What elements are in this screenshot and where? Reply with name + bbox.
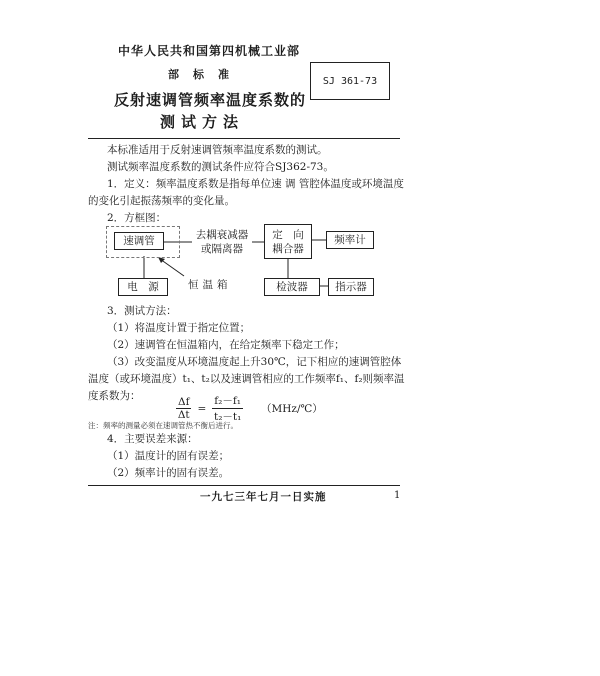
- isolator-label-line2: 或隔离器: [201, 243, 243, 255]
- test-step-1: （1）将温度计置于指定位置；: [107, 322, 251, 334]
- block-diagram-label: 2．方框图：: [107, 212, 167, 224]
- klystron-label: 速调管: [123, 235, 155, 247]
- footer-rule: [88, 485, 400, 486]
- indicator-box: [328, 278, 374, 296]
- frequency-meter-box: [326, 231, 374, 249]
- detector-box: [264, 278, 320, 296]
- formula-unit: （MHz/℃）: [261, 403, 323, 415]
- formula-rhs-numerator: f₂－f₁: [214, 395, 241, 407]
- formula-lhs-denominator: Δt: [177, 409, 190, 421]
- power-supply-label: 电 源: [127, 281, 159, 293]
- standard-type: 部标准: [168, 68, 243, 81]
- header-rule: [88, 138, 400, 139]
- formula-equals: =: [197, 402, 207, 415]
- effective-date: 一九七三年七月一日实施: [200, 491, 327, 503]
- standard-code-box: [310, 62, 390, 100]
- test-method-label: 3．测试方法：: [107, 305, 177, 317]
- intro-paragraph-2: 测试频率温度系数的测试条件应符合SJ362-73。: [107, 161, 334, 173]
- test-step-2: （2）速调管在恒温箱内，在给定频率下稳定工作；: [107, 339, 345, 351]
- test-step-3: （3）改变温度从环境温度起上升30℃，记下相应的速调管腔体温度（或环境温度）t₁、t₂以及速调管相应的工作频率f₁、f₂则频率温度系数为：: [88, 356, 405, 402]
- coupler-label-line1: 定 向: [272, 228, 304, 241]
- standard-code: SJ 361-73: [322, 75, 378, 87]
- page-number: 1: [394, 490, 401, 501]
- definition-text: 频率温度系数是指每单位速 调 管腔体温度或环境温度的变化引起振荡频率的变化量。: [88, 178, 404, 207]
- document-title-line2: 测试方法: [160, 113, 245, 131]
- ministry-name: 中华人民共和国第四机械工业部: [118, 44, 301, 58]
- definition-paragraph: [88, 176, 406, 210]
- error-sources-label: 4．主要误差来源：: [107, 433, 198, 445]
- directional-coupler-box: [264, 224, 312, 259]
- isolator-label-line1: 去耦衰减器: [195, 229, 249, 241]
- isolator-box: [192, 226, 252, 258]
- definition-label: 1．定义：: [107, 178, 156, 190]
- formula-lhs-numerator: Δf: [178, 396, 190, 408]
- formula-lhs: [176, 396, 191, 421]
- indicator-label: 指示器: [335, 281, 367, 293]
- formula-rhs-denominator: t₂－t₁: [213, 411, 242, 423]
- intro-paragraph-1: 本标准适用于反射速调管频率温度系数的测试。: [107, 144, 328, 156]
- klystron-box: [114, 232, 164, 250]
- error-source-1: （1）温度计的固有误差；: [107, 450, 230, 462]
- oven-label: 恒温箱: [188, 279, 232, 291]
- frequency-meter-label: 频率计: [334, 234, 366, 246]
- power-supply-box: [118, 278, 168, 296]
- coupler-label-line2: 耦合器: [272, 242, 304, 255]
- block-diagram: [88, 222, 406, 302]
- detector-label: 检波器: [276, 281, 308, 293]
- document-title-line1: 反射速调管频率温度系数的: [114, 91, 307, 109]
- error-source-2: （2）频率计的固有误差。: [107, 467, 230, 479]
- measurement-note: 注：频率的测量必须在速调管热不衡后进行。: [88, 421, 238, 430]
